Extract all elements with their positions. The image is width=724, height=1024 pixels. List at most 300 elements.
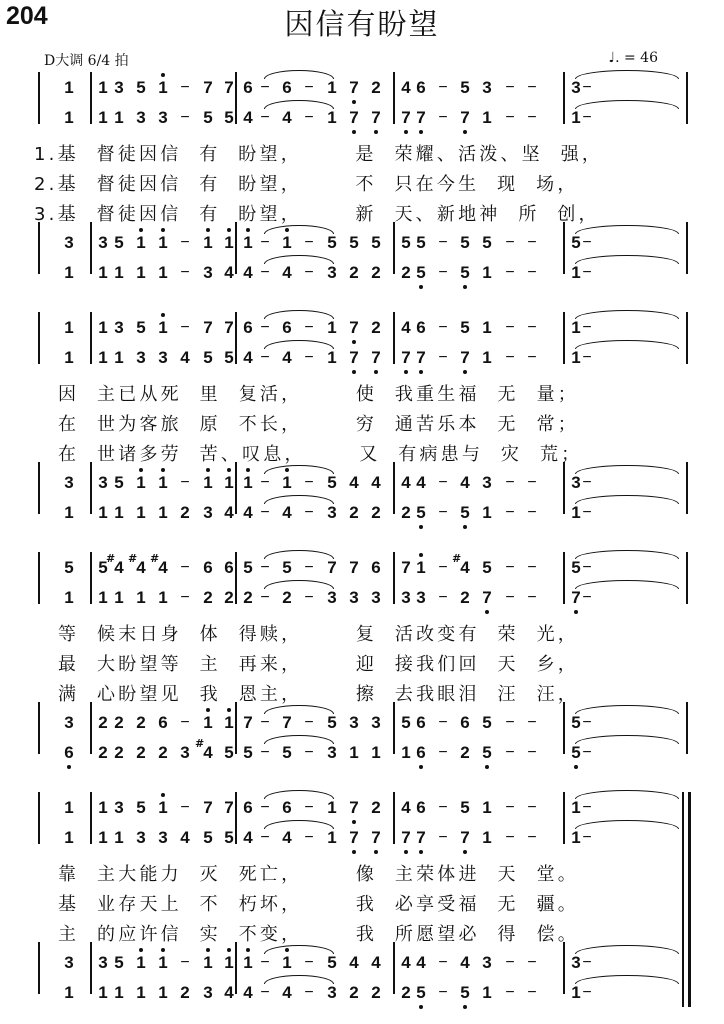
note: 3 <box>571 78 581 97</box>
note: 3 <box>327 743 337 762</box>
note: 5 <box>416 263 426 282</box>
note: 6 <box>282 78 292 97</box>
tie-arc <box>264 790 334 799</box>
octave-dot-low <box>463 1005 467 1009</box>
dash-extension: − <box>505 79 515 96</box>
note: 4 <box>401 473 411 492</box>
dash-extension: − <box>582 504 592 521</box>
note: 7 <box>282 713 292 732</box>
score-system <box>0 318 724 533</box>
note: 1 <box>64 348 74 367</box>
bass-row <box>0 983 724 1007</box>
note: 1 <box>482 348 492 367</box>
note: 3 <box>327 588 337 607</box>
note: 1 <box>224 233 234 252</box>
tie-arc <box>264 70 334 79</box>
dash-extension: − <box>505 829 515 846</box>
dash-extension: − <box>582 829 592 846</box>
note: 6 <box>243 78 253 97</box>
note: 3 <box>482 473 492 492</box>
note: 5 <box>460 263 470 282</box>
note: 3 <box>136 108 146 127</box>
note: 7 <box>416 828 426 847</box>
note: 5 <box>482 233 492 252</box>
note: 1 <box>64 78 74 97</box>
note: 1 <box>114 108 124 127</box>
octave-dot-low <box>404 370 408 374</box>
note: 4 <box>180 348 190 367</box>
octave-dot-low <box>463 130 467 134</box>
dash-extension: − <box>260 799 270 816</box>
tenor-row <box>0 473 724 497</box>
score-system <box>0 78 724 293</box>
note: 7 <box>460 108 470 127</box>
soprano-row <box>0 318 724 342</box>
note: 5 <box>571 233 581 252</box>
dash-extension: − <box>304 504 314 521</box>
note: 7 <box>401 108 411 127</box>
dash-extension: − <box>180 589 190 606</box>
note: 7 <box>401 348 411 367</box>
note: 7 <box>349 798 359 817</box>
note: 5 <box>327 473 337 492</box>
note: 3 <box>64 233 74 252</box>
note: 7 <box>401 828 411 847</box>
octave-dot-high <box>161 313 165 317</box>
note: 1 <box>98 263 108 282</box>
note: 7 <box>349 558 359 577</box>
note: 2 <box>114 743 124 762</box>
dash-extension: − <box>438 744 448 761</box>
dash-extension: − <box>438 234 448 251</box>
note: 3 <box>327 263 337 282</box>
dash-extension: − <box>582 79 592 96</box>
note: 2 <box>371 318 381 337</box>
dash-extension: − <box>582 954 592 971</box>
note: 1 <box>482 828 492 847</box>
note: 3 <box>114 318 124 337</box>
dash-extension: − <box>180 954 190 971</box>
note: 1 <box>158 473 168 492</box>
note: 5 <box>282 743 292 762</box>
alto-row <box>0 348 724 372</box>
note: 5 <box>114 953 124 972</box>
note: 3 <box>349 713 359 732</box>
note: 1 <box>482 318 492 337</box>
note: 5 <box>460 798 470 817</box>
note: 4 <box>224 263 234 282</box>
note: 1 <box>98 348 108 367</box>
note: 1 <box>571 798 581 817</box>
note: 6 <box>416 798 426 817</box>
dash-extension: − <box>180 79 190 96</box>
note: 1 <box>98 78 108 97</box>
note: 2 <box>371 78 381 97</box>
dash-extension: − <box>527 109 537 126</box>
dash-extension: − <box>582 589 592 606</box>
note: 7 <box>224 78 234 97</box>
lyric-line <box>0 440 724 470</box>
note: 1 <box>571 318 581 337</box>
note: 1 <box>224 713 234 732</box>
note: 1 <box>136 263 146 282</box>
tie-arc <box>264 550 334 559</box>
dash-extension: − <box>505 744 515 761</box>
dash-extension: − <box>505 109 515 126</box>
note: 2 <box>180 983 190 1002</box>
note: 5 <box>571 713 581 732</box>
tie-arc <box>575 310 679 319</box>
dash-extension: − <box>505 589 515 606</box>
lyric-text: 基 业存天上 不 朽坏， 我 必享受福 无 疆。 <box>58 894 579 915</box>
note: 1 <box>158 588 168 607</box>
octave-dot-low <box>463 850 467 854</box>
dash-extension: − <box>505 319 515 336</box>
note: 1 <box>571 828 581 847</box>
note: 1 <box>327 828 337 847</box>
octave-dot-low <box>352 370 356 374</box>
dash-extension: − <box>527 744 537 761</box>
note: 3 <box>136 348 146 367</box>
note: 1 <box>203 953 213 972</box>
note: 6 <box>371 558 381 577</box>
dash-extension: − <box>527 349 537 366</box>
dash-extension: − <box>582 264 592 281</box>
note: 7 <box>401 558 411 577</box>
note: 4 <box>282 983 292 1002</box>
note: 1 <box>416 558 426 577</box>
dash-extension: − <box>180 319 190 336</box>
sharp-sign: # <box>106 552 116 565</box>
note: 7 <box>371 348 381 367</box>
note: 5 <box>224 828 234 847</box>
note: 1 <box>114 828 124 847</box>
octave-dot-low <box>419 1005 423 1009</box>
dash-extension: − <box>304 829 314 846</box>
dash-extension: − <box>304 79 314 96</box>
note: 7 <box>224 318 234 337</box>
note: 7 <box>203 798 213 817</box>
note: 5 <box>482 743 492 762</box>
note: 6 <box>243 318 253 337</box>
note: 1 <box>64 503 74 522</box>
dash-extension: − <box>505 234 515 251</box>
note: 5 <box>327 713 337 732</box>
note: 3 <box>98 473 108 492</box>
note: 2 <box>401 983 411 1002</box>
dash-extension: − <box>304 349 314 366</box>
note: 4 <box>282 108 292 127</box>
note: 1 <box>114 983 124 1002</box>
note: 2 <box>460 743 470 762</box>
tenor-row <box>0 233 724 257</box>
dash-extension: − <box>260 744 270 761</box>
note: 6 <box>224 558 234 577</box>
bass-row <box>0 263 724 287</box>
soprano-row <box>0 552 724 582</box>
score-system <box>0 552 724 773</box>
bass-row <box>0 503 724 527</box>
dash-extension: − <box>527 589 537 606</box>
note: 1 <box>64 318 74 337</box>
octave-dot-low <box>485 765 489 769</box>
note: 5 <box>136 78 146 97</box>
note: 5 <box>416 503 426 522</box>
dash-extension: − <box>527 559 537 576</box>
note: 4 <box>460 558 470 577</box>
note: 3 <box>482 78 492 97</box>
note: 4 <box>243 983 253 1002</box>
note: 5 <box>571 743 581 762</box>
note: 7 <box>349 828 359 847</box>
dash-extension: − <box>527 829 537 846</box>
note: 2 <box>98 713 108 732</box>
note: 2 <box>282 588 292 607</box>
dash-extension: − <box>304 984 314 1001</box>
score-system <box>0 798 724 1013</box>
dash-extension: − <box>260 714 270 731</box>
octave-dot-high <box>161 793 165 797</box>
note: 2 <box>136 713 146 732</box>
dash-extension: − <box>438 799 448 816</box>
hymn-number: 204 <box>6 2 48 30</box>
dash-extension: − <box>438 954 448 971</box>
dash-extension: − <box>505 504 515 521</box>
note: 4 <box>224 503 234 522</box>
octave-dot-low <box>352 130 356 134</box>
dash-extension: − <box>438 79 448 96</box>
note: 2 <box>349 263 359 282</box>
note: 5 <box>460 318 470 337</box>
note: 4 <box>401 318 411 337</box>
octave-dot-low <box>574 610 578 614</box>
note: 6 <box>243 798 253 817</box>
dash-extension: − <box>505 559 515 576</box>
note: 4 <box>243 108 253 127</box>
note: 7 <box>482 588 492 607</box>
note: 4 <box>136 558 146 577</box>
note: 1 <box>98 798 108 817</box>
note: 5 <box>136 318 146 337</box>
octave-dot-low <box>67 765 71 769</box>
note: 2 <box>371 983 381 1002</box>
lyric-text: 1.基 督徒因信 有 盼望， 是 荣耀、活泼、坚 强， <box>34 144 604 165</box>
note: 4 <box>371 473 381 492</box>
dash-extension: − <box>438 984 448 1001</box>
note: 1 <box>482 798 492 817</box>
dash-extension: − <box>505 799 515 816</box>
sharp-sign: # <box>128 552 138 565</box>
dash-extension: − <box>304 109 314 126</box>
note: 1 <box>482 503 492 522</box>
dash-extension: − <box>505 349 515 366</box>
note: 1 <box>327 318 337 337</box>
dash-extension: − <box>180 109 190 126</box>
note: 1 <box>243 473 253 492</box>
note: 1 <box>98 588 108 607</box>
lyric-line <box>0 860 724 890</box>
dash-extension: − <box>304 744 314 761</box>
dash-extension: − <box>304 264 314 281</box>
note: 5 <box>482 558 492 577</box>
octave-dot-low <box>352 850 356 854</box>
note: 5 <box>460 78 470 97</box>
note: 2 <box>349 503 359 522</box>
dash-extension: − <box>438 589 448 606</box>
note: 5 <box>460 983 470 1002</box>
note: 1 <box>349 743 359 762</box>
note: 3 <box>114 78 124 97</box>
lyric-line <box>0 650 724 680</box>
note: 7 <box>371 828 381 847</box>
note: 6 <box>64 743 74 762</box>
note: 5 <box>203 108 213 127</box>
dash-extension: − <box>180 714 190 731</box>
tie-arc <box>575 790 679 799</box>
dash-extension: − <box>260 984 270 1001</box>
dash-extension: − <box>260 109 270 126</box>
note: 3 <box>327 983 337 1002</box>
note: 7 <box>224 798 234 817</box>
dash-extension: − <box>260 264 270 281</box>
dash-extension: − <box>527 504 537 521</box>
note: 1 <box>571 263 581 282</box>
note: 2 <box>401 263 411 282</box>
note: 1 <box>158 503 168 522</box>
dash-extension: − <box>505 714 515 731</box>
octave-dot-low <box>419 850 423 854</box>
note: 4 <box>243 263 253 282</box>
dash-extension: − <box>582 234 592 251</box>
note: 3 <box>327 503 337 522</box>
lyric-text: 在 世为客旅 原 不长， 穷 通苦乐本 无 常； <box>58 414 579 435</box>
octave-dot-low <box>419 525 423 529</box>
note: 1 <box>158 233 168 252</box>
note: 4 <box>203 743 213 762</box>
lyric-line <box>0 170 724 200</box>
note: 6 <box>416 713 426 732</box>
octave-dot-low <box>374 370 378 374</box>
lyric-text: 因 主已从死 里 复活， 使 我重生福 无 量； <box>58 384 579 405</box>
dash-extension: − <box>304 319 314 336</box>
note: 7 <box>349 348 359 367</box>
note: 3 <box>571 953 581 972</box>
lyric-line <box>0 140 724 170</box>
dash-extension: − <box>260 474 270 491</box>
note: 4 <box>416 953 426 972</box>
note: 5 <box>224 108 234 127</box>
note: 3 <box>158 828 168 847</box>
note: 5 <box>224 348 234 367</box>
note: 3 <box>64 473 74 492</box>
octave-dot-low <box>352 340 356 344</box>
dash-extension: − <box>527 79 537 96</box>
note: 1 <box>243 233 253 252</box>
note: 5 <box>224 743 234 762</box>
dash-extension: − <box>438 264 448 281</box>
note: 2 <box>203 588 213 607</box>
note: 7 <box>416 108 426 127</box>
dash-extension: − <box>438 349 448 366</box>
note: 4 <box>282 503 292 522</box>
dash-extension: − <box>505 954 515 971</box>
note: 2 <box>243 588 253 607</box>
tenor-row <box>0 953 724 977</box>
note: 3 <box>371 588 381 607</box>
dash-extension: − <box>260 504 270 521</box>
lyric-line <box>0 920 724 950</box>
note: 2 <box>371 798 381 817</box>
note: 1 <box>282 233 292 252</box>
sharp-sign: # <box>452 552 462 565</box>
note: 6 <box>416 78 426 97</box>
note: 3 <box>114 798 124 817</box>
note: 4 <box>282 348 292 367</box>
dash-extension: − <box>582 319 592 336</box>
note: 1 <box>482 263 492 282</box>
octave-dot-low <box>419 130 423 134</box>
note: 2 <box>349 983 359 1002</box>
lyric-line <box>0 380 724 410</box>
octave-dot-low <box>419 370 423 374</box>
note: 1 <box>114 263 124 282</box>
note: 5 <box>571 558 581 577</box>
dash-extension: − <box>582 984 592 1001</box>
dash-extension: − <box>260 79 270 96</box>
bass-row <box>0 737 724 767</box>
note: 1 <box>224 473 234 492</box>
lyric-text: 等 候末日身 体 得赎， 复 活改变有 荣 光， <box>58 624 579 645</box>
note: 1 <box>371 743 381 762</box>
note: 1 <box>327 78 337 97</box>
note: 1 <box>158 798 168 817</box>
note: 5 <box>98 558 108 577</box>
note: 6 <box>282 318 292 337</box>
note: 5 <box>371 233 381 252</box>
note: 1 <box>482 108 492 127</box>
note: 1 <box>203 473 213 492</box>
dash-extension: − <box>438 504 448 521</box>
note: 5 <box>136 798 146 817</box>
lyric-line <box>0 680 724 710</box>
note: 5 <box>460 503 470 522</box>
note: 3 <box>158 108 168 127</box>
note: 1 <box>98 828 108 847</box>
note: 6 <box>282 798 292 817</box>
note: 7 <box>571 588 581 607</box>
dash-extension: − <box>304 954 314 971</box>
dash-extension: − <box>260 349 270 366</box>
note: 3 <box>98 953 108 972</box>
dash-extension: − <box>582 744 592 761</box>
note: 1 <box>98 983 108 1002</box>
octave-dot-low <box>419 285 423 289</box>
lyric-text: 在 世诸多劳 苦、叹息， 又 有病患与 灾 荒； <box>58 444 583 465</box>
dash-extension: − <box>527 799 537 816</box>
note: 1 <box>114 348 124 367</box>
note: 1 <box>64 263 74 282</box>
octave-dot-low <box>485 610 489 614</box>
dash-extension: − <box>304 589 314 606</box>
note: 4 <box>416 473 426 492</box>
note: 5 <box>64 558 74 577</box>
hymn-title: 因信有盼望 <box>284 7 440 41</box>
lyric-line <box>0 620 724 650</box>
dash-extension: − <box>260 829 270 846</box>
note: 2 <box>371 263 381 282</box>
note: 1 <box>327 108 337 127</box>
note: 1 <box>136 473 146 492</box>
